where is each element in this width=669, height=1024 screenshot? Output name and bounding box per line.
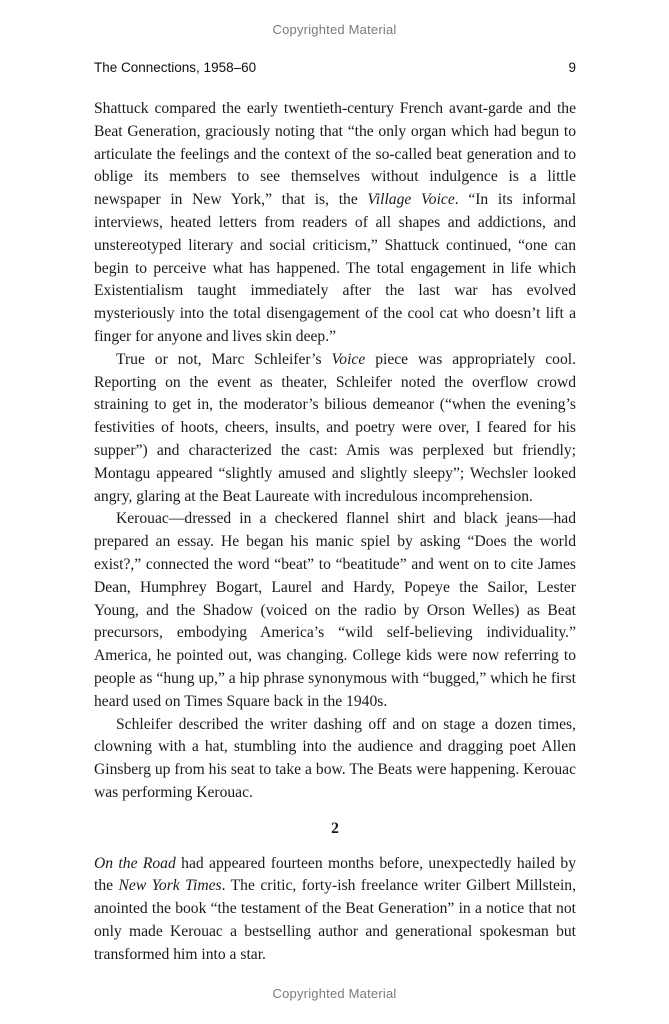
text-run: . The critic, forty-ish freelance writer Gilbert Millstein, anointed the book “the testament of the Beat Generation” in a notice that not only made Kerouac a bestselling author and generational spokesman but transformed him into a star. [94,877,576,963]
italic-title: Voice [331,350,366,368]
text-run: True or not, Marc Schleifer’s [116,350,332,368]
body-text [94,98,576,966]
text-run: . “In its informal interviews, heated letters from readers of all shapes and addictions, and unstereotyped literary and social criticism,” Shattuck continued, “one can begin to perceive what has happened. The total engagement in life which Existentialism taught immediately after the last war has evolved mysteriously into the total disengagement of the cool cat who doesn’t lift a finger for anyone and lives skin deep.” [94,191,577,345]
text-run: Schleifer described the writer dashing off and on stage a dozen times, clowning with a hat, stumbling into the audience and dragging poet Allen Ginsberg up from his seat to take a bow. The Beats were happening. Kerouac was performing Kerouac. [94,715,576,801]
text-run: Kerouac—dressed in a checkered flannel shirt and black jeans—had prepared an essay. He began his manic spiel by asking “Does the world exist?,” connected the word “beat” to “beatitude” and went on to cite James Dean, Humphrey Bogart, Laurel and Hardy, Popeye the Sailor, Lester Young, and the Shadow (voiced on the radio by Orson Welles) as Beat precursors, embodying America’s “wild self-believing individuality.” America, he pointed out, was changing. College kids were now referring to people as “hung up,” a hip phrase synonymous with “bugged,” which he first heard used on Times Square back in the 1940s. [94,510,576,710]
italic-title: Village Voice [367,191,455,209]
copyright-watermark-top: Copyrighted Material [272,22,397,37]
text-run: Shattuck compared the early twentieth-century French avant-garde and the Beat Generation, graciously noting that “the only organ which had begun to articulate the feelings and the context of the so-called beat generation and to oblige its members to see themselves without indulgence is a little newspaper in New York,” that is, the [94,100,576,209]
italic-title: On the Road [94,854,176,872]
paragraph-5 [94,853,576,967]
running-head [94,60,576,75]
text-run: had appeared fourteen months before, unexpectedly hailed by the [94,854,576,895]
italic-title: New York Times [118,877,222,895]
paragraph-1 [94,98,576,349]
paragraph-3 [94,508,576,713]
paragraph-4 [94,714,576,805]
section-number: 2 [331,819,339,837]
copyright-watermark-bottom: Copyrighted Material [272,986,397,1001]
chapter-title: The Connections, 1958–60 [94,60,257,75]
paragraph-2 [94,349,576,509]
page-number: 9 [568,60,576,75]
text-run: piece was appropriately cool. Reporting on the event as theater, Schleifer noted the overflow crowd straining to get in, the moderator’s bilious demeanor (“when the evening’s festivities of hoots, cheers, insults, and poetry were over, I feared for his supper”) and characterized the cast: Amis was perplexed but friendly; Montagu appeared “slightly amused and slightly sleepy”; Wechsler looked angry, glaring at the Beat Laureate with incredulous incomprehension. [94,350,577,505]
